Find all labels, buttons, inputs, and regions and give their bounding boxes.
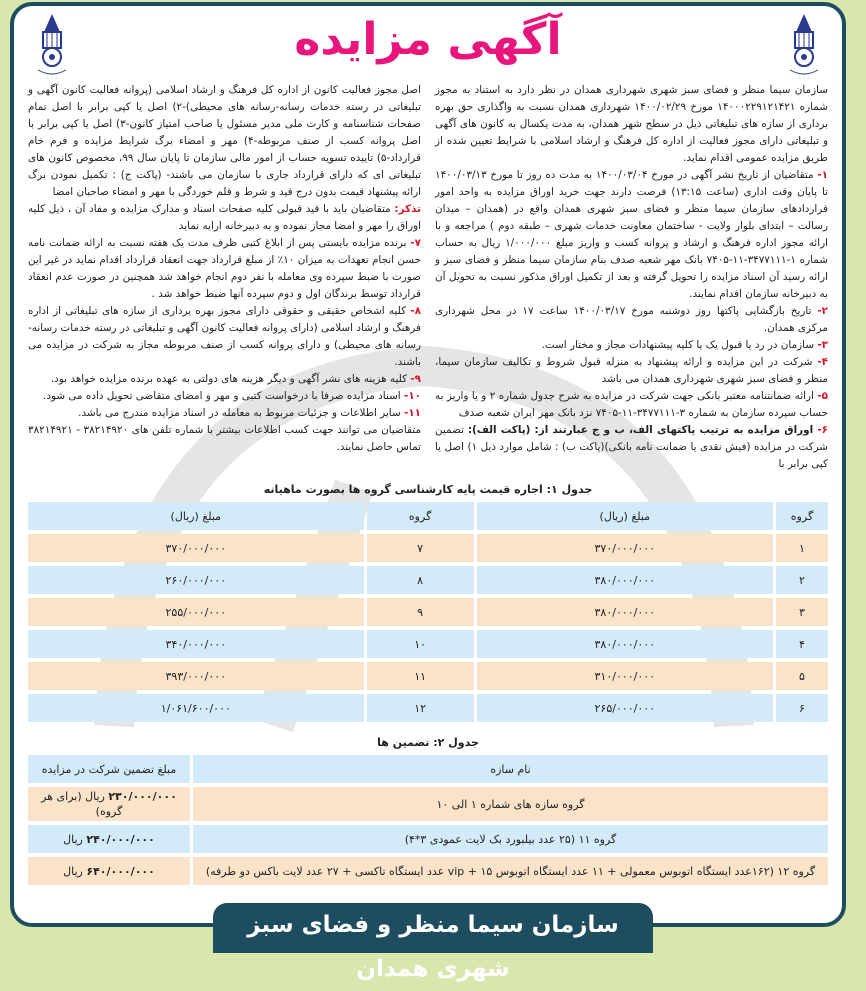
table-row: [28, 566, 828, 594]
structure-name-cell: گروه ۱۲ (۱۶۲عدد ایستگاه اتوبوس معمولی + ۱۱ عدد ایستگاه اتوبوس vip + ۱۵ عدد ایستگاه تاکسی + ۲۷ عدد لایت باکس دو طرفه): [193, 857, 828, 885]
amount: ۶۴۰/۰۰۰/۰۰۰: [86, 864, 155, 878]
clause-number: ۸-: [410, 305, 421, 317]
amount-cell: ۳۴۰/۰۰۰/۰۰۰: [28, 630, 364, 658]
clause-text: شرکت در این مزایده و ارائه پیشنهاد به منزله قبول شروط و تکالیف سازمان سیما، منظر و فضای سبز شهری شهرداری همدان می باشد: [435, 356, 828, 385]
contact-paragraph: متقاضیان می توانند جهت کسب اطلاعات بیشتر با شماره تلفن های ۳۸۲۱۴۹۲۰ - ۳۸۲۱۴۹۲۱ تماس حاصل نمایند.: [28, 424, 422, 453]
amount-cell: ۲۶۵/۰۰۰/۰۰۰: [477, 694, 773, 722]
group-cell: ۶: [776, 694, 828, 722]
amount-cell: ۳۸۰/۰۰۰/۰۰۰: [477, 566, 773, 594]
group-cell: ۱۱: [367, 662, 474, 690]
clause-3: [435, 337, 828, 354]
header-cell: مبلغ (ریال): [477, 502, 773, 530]
amount-cell: ۱/۰۶۱/۶۰۰/۰۰۰: [28, 694, 364, 722]
guarantee-amount-cell: [28, 825, 190, 853]
table-row: [28, 534, 828, 562]
group-cell: ۲: [776, 566, 828, 594]
table-row: [28, 825, 828, 853]
table-row: [28, 662, 828, 690]
footer-banner: سازمان سیما منظر و فضای سبز شهری همدان: [213, 903, 653, 953]
table-row: [28, 694, 828, 722]
clause-9: [28, 371, 421, 388]
group-cell: ۸: [367, 566, 474, 594]
clause-2: [435, 303, 828, 337]
text-columns: [14, 82, 842, 473]
clause-number: ۳-: [817, 339, 828, 351]
page-title: آگهی مزایده: [294, 14, 562, 65]
unit: ریال (برای هر گروه): [41, 790, 123, 818]
clause-heading: اوراق مزایده به ترتیب پاکتهای الف، ب و ج عبارتند از: (پاکت الف):: [467, 424, 818, 436]
table1-caption: جدول ۱: اجاره قیمت پایه کارشناسی گروه ها بصورت ماهیانه: [263, 483, 593, 496]
clause-6: [435, 422, 828, 473]
group-cell: ۱۲: [367, 694, 474, 722]
clause-text: برنده مزایده بایستی پس از ابلاغ کتبی ظرف مدت یک هفته نسبت به ارائه ضمانت نامه حسن انجام تعهدات به میزان ۱۰٪ از مبلغ قرارداد جهت انعقاد قرارداد اقدام نماید در غیر این صورت با ضبط سپرده وی معامله با نفر دوم انجام خواهد شد همچنین در صورت عدم انعقاد قرارداد توسط برندگان اول و دوم سپرده آنها ضبط خواهد شد .: [28, 237, 421, 300]
amount-cell: ۳۷۰/۰۰۰/۰۰۰: [28, 534, 364, 562]
table2-caption: جدول ۲: تضمین ها: [377, 736, 479, 749]
header: [14, 6, 842, 82]
structure-name-cell: گروه سازه های شماره ۱ الی ۱۰: [193, 787, 828, 821]
table-header-row: [28, 502, 828, 530]
clause-number: ۱۰-: [403, 390, 421, 402]
clause-number: ۱-: [817, 169, 828, 181]
amount-cell: ۳۸۰/۰۰۰/۰۰۰: [477, 598, 773, 626]
clause-5: [435, 388, 828, 422]
guarantee-table: [25, 751, 831, 889]
clause-number: ۶-: [817, 424, 828, 436]
amount-cell: ۳۱۰/۰۰۰/۰۰۰: [477, 662, 773, 690]
clause-text: کلیه اشخاص حقیقی و حقوقی دارای مجوز بهره برداری از سازه های تبلیغاتی از اداره فرهنگ و ارشاد اسلامی (دارای پروانه فعالیت کانون آگهی و تبلیغاتی در رسته خدمات رسانه-رسانه های محیطی) و دارای پروانه کسب از صنف مربوطه مجاز به شرکت در مزایده می باشند.: [28, 305, 421, 368]
note-paragraph: [28, 201, 421, 235]
table-row: [28, 598, 828, 626]
note-label: تذکر:: [394, 203, 421, 215]
table-row: [28, 857, 828, 885]
clause-text: تضمین شرکت در مزایده (فیش نقدی یا ضمانت نامه بانکی)(پاکت ب) : شامل موارد ذیل ۱) اصل یا کپی برابر با: [435, 424, 829, 470]
amount-cell: ۳۹۳/۰۰۰/۰۰۰: [28, 662, 364, 690]
intro-paragraph: سازمان سیما منظر و فضای سبز شهری شهرداری همدان در نظر دارد به استناد به مجوز شماره ۱۴۰۰۰۲۲۹۱۲۱۴۲۱ مورخ ۱۴۰۰/۰۲/۲۹ شهرداری همدان نسبت به واگذاری حق بهره برداری از سازه های تبلیغاتی ذیل در سطح شهر همدان، به مدت یکسال به کانون های آگهی و تبلیغاتی دارای مجوز فعالیت از اداره کل فرهنگ و ارشاد اسلامی با شرایط تعیین شده از طریق مزایده عمومی اقدام نماید.: [435, 84, 829, 164]
header-cell: مبلغ تضمین شرکت در مزایده: [28, 755, 190, 783]
clause-number: ۵-: [817, 390, 828, 402]
documents-paragraph: اصل مجوز فعالیت کانون از اداره کل فرهنگ و ارشاد اسلامی (پروانه فعالیت کانون آگهی و تبلیغاتی در رسته خدمات رسانه-رسانه های محیطی)-۲) اصل یا کپی برابر با اصل تمام صفحات شناسنامه و کارت ملی مدیر مسئول یا صاحب امتیاز کانون-۳) اصل یا کپی برابر با اصل پروانه کسب از صنف مربوطه-۴) مهر و امضاء برگ شرایط مزایده و فرم خام قرارداد-۵) تاییده تسویه حساب از امور مالی سازمان تا پایان سال ۹۹، مخصوص کانون های تبلیغاتی ای که دارای قرارداد جاری با سازمان می باشند- (پاکت ج) : تکمیل نمودن برگ ارائه پیشنهاد قیمت بدون درج قید و شرط و قلم خوردگی با مهر و امضاء صاحبان امضا: [28, 84, 421, 198]
structure-name-cell: گروه ۱۱ (۲۵ عدد بیلبورد بک لایت عمودی ۳*۴): [193, 825, 828, 853]
group-cell: ۴: [776, 630, 828, 658]
clause-text: سازمان در رد یا قبول یک یا کلیه پیشنهادات مجاز و مختار است.: [541, 339, 818, 351]
advertisement-panel: [10, 2, 846, 927]
clause-number: ۷-: [410, 237, 421, 249]
table-row: [28, 787, 828, 821]
group-cell: ۷: [367, 534, 474, 562]
clause-1: [435, 167, 828, 303]
amount-cell: ۲۶۰/۰۰۰/۰۰۰: [28, 566, 364, 594]
clause-number: ۹-: [410, 373, 421, 385]
header-cell: گروه: [776, 502, 828, 530]
municipality-logo-icon: [782, 12, 826, 78]
group-cell: ۹: [367, 598, 474, 626]
amount-cell: ۳۷۰/۰۰۰/۰۰۰: [477, 534, 773, 562]
clause-8: [28, 303, 421, 371]
amount-cell: ۲۵۵/۰۰۰/۰۰۰: [28, 598, 364, 626]
clause-text: کلیه هزینه های نشر آگهی و دیگر هزینه های دولتی به عهده برنده مزایده خواهد بود.: [50, 373, 411, 385]
municipality-logo-icon: [30, 12, 74, 78]
clause-number: ۱۱-: [403, 407, 421, 419]
clause-10: [28, 388, 421, 405]
clause-number: ۴-: [817, 356, 828, 368]
table-header-row: [28, 755, 828, 783]
clause-text: سایر اطلاعات و جزئیات مربوط به معامله در اسناد مزایده مندرج می باشد.: [78, 407, 404, 419]
guarantee-amount-cell: [28, 857, 190, 885]
header-cell: نام سازه: [193, 755, 828, 783]
clause-text: ارائه ضمانتنامه معتبر بانکی جهت شرکت در مزایده به شرح جدول شماره ۲ و یا واریز به حساب سپرده سازمان به شماره ۳-۳۴۷۷۱۱۱-۱۱-۷۴۰۵ نزد بانک مهر ایران شعبه صدف: [435, 390, 828, 419]
amount: ۲۴۰/۰۰۰/۰۰۰: [86, 832, 155, 846]
amount: ۲۳۰/۰۰۰/۰۰۰: [108, 790, 177, 803]
clause-text: اسناد مزایده صرفا با درخواست کتبی و مهر و امضای متقاضی تحویل داده می شود.: [43, 390, 404, 402]
table-row: [28, 630, 828, 658]
group-cell: ۱۰: [367, 630, 474, 658]
clause-7: [28, 235, 421, 303]
right-text-column: [435, 82, 828, 473]
clause-number: ۲-: [817, 305, 828, 317]
left-text-column: [28, 82, 421, 473]
group-cell: ۵: [776, 662, 828, 690]
note-text: متقاضیان باید با قید قبولی کلیه صفحات اسناد و مدارک مزایده و مفاد آن ، ذیل کلیه اوراق را مهر و امضا مجاز نموده و به دبیرخانه ارایه نماید: [28, 203, 421, 232]
guarantee-amount-cell: [28, 787, 190, 821]
group-cell: ۱: [776, 534, 828, 562]
clause-11: [28, 405, 421, 422]
clause-text: تاریخ بازگشایی پاکتها روز دوشنبه مورخ ۱۴۰۰/۰۳/۱۷ ساعت ۱۷ در محل شهرداری مرکزی همدان.: [435, 305, 828, 334]
group-cell: ۳: [776, 598, 828, 626]
unit: ریال: [63, 832, 87, 846]
clause-4: [435, 354, 828, 388]
unit: ریال: [63, 864, 87, 878]
header-cell: مبلغ (ریال): [28, 502, 364, 530]
amount-cell: ۳۸۰/۰۰۰/۰۰۰: [477, 630, 773, 658]
base-price-table: [25, 498, 831, 726]
clause-text: متقاضیان از تاریخ نشر آگهی در مورخ ۱۴۰۰/۰۳/۰۴ به مدت ده روز تا مورخ ۱۴۰۰/۰۳/۱۳ تا پایان وقت اداری (ساعت ۱۳:۱۵) فرصت دارند جهت خرید اوراق مزایده به واحد امور قراردادهای سازمان سیما منظر و فضای سبز شهری همدان واقع در (همدان – میدان رسالت – ابتدای بلوار ولایت - ساختمان معاونت خدمات شهری – طبقه دوم ) مراجعه و با ارائه مجوز اداره فرهنگ و ارشاد و پروانه کسب و واریز مبلغ ۱/۰۰۰/۰۰۰ ریال به حساب شماره ۱-۳۴۷۷۱۱۱-۱۱-۷۴۰۵ بانک مهر شعبه صدف بنام سازمان سیما منظر و فضای سبز و ارائه رسید آن اسناد مزایده را تحویل گرفته و بعد از تکمیل اوراق مذکور نسبت به تحویل آن به دبیرخانه سازمان اقدام نمایند.: [435, 169, 828, 300]
header-cell: گروه: [367, 502, 474, 530]
